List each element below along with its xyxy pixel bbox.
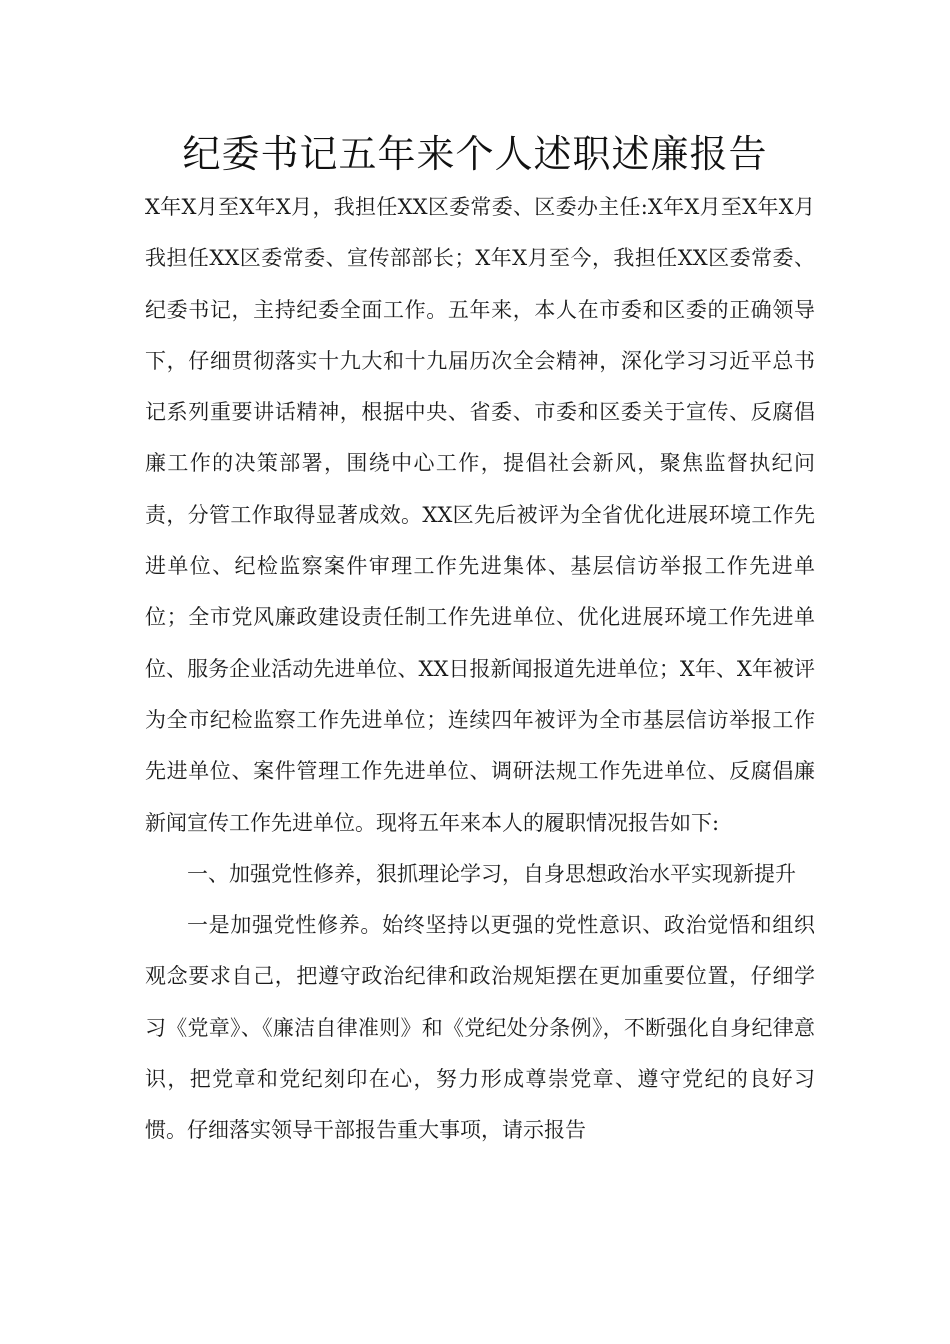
paragraph-intro: X年X月至X年X月，我担任XX区委常委、区委办主任:X年X月至X年X月我担任XX区委常委、宣传部部长；X年X月至今，我担任XX区委常委、纪委书记，主持纪委全面工作。五年来，本人在市委和区委的正确领导下，仔细贯彻落实十九大和十九届历次全会精神，深化学习习近平总书记系列重要讲话精神，根据中央、省委、市委和区委关于宣传、反腐倡廉工作的决策部署，围绕中心工作，提倡社会新风，聚焦监督执纪问责，分管工作取得显著成效。XX区先后被评为全省优化进展环境工作先进单位、纪检监察案件审理工作先进集体、基层信访举报工作先进单位；全市党风廉政建设责任制工作先进单位、优化进展环境工作先进单位、服务企业活动先进单位、XX日报新闻报道先进单位；X年、X年被评为全市纪检监察工作先进单位；连续四年被评为全市基层信访举报工作先进单位、案件管理工作先进单位、调研法规工作先进单位、反腐倡廉新闻宣传工作先进单位。现将五年来本人的履职情况报告如下:: [145, 195, 815, 835]
paragraph-party-cultivation: 一是加强党性修养。始终坚持以更强的党性意识、政治觉悟和组织观念要求自己，把遵守政治纪律和政治规矩摆在更加重要位置，仔细学习《党章》、《廉洁自律准则》和《党纪处分条例》，不断强化自身纪律意识，把党章和党纪刻印在心，努力形成尊崇党章、遵守党纪的良好习惯。仔细落实领导干部报告重大事项，请示报告: [145, 913, 815, 1143]
document-title: 纪委书记五年来个人述职述廉报告: [182, 132, 768, 176]
paragraph-section-heading: 一、加强党性修养，狠抓理论学习，自身思想政治水平实现新提升: [187, 861, 796, 886]
document-body: [145, 182, 815, 1157]
